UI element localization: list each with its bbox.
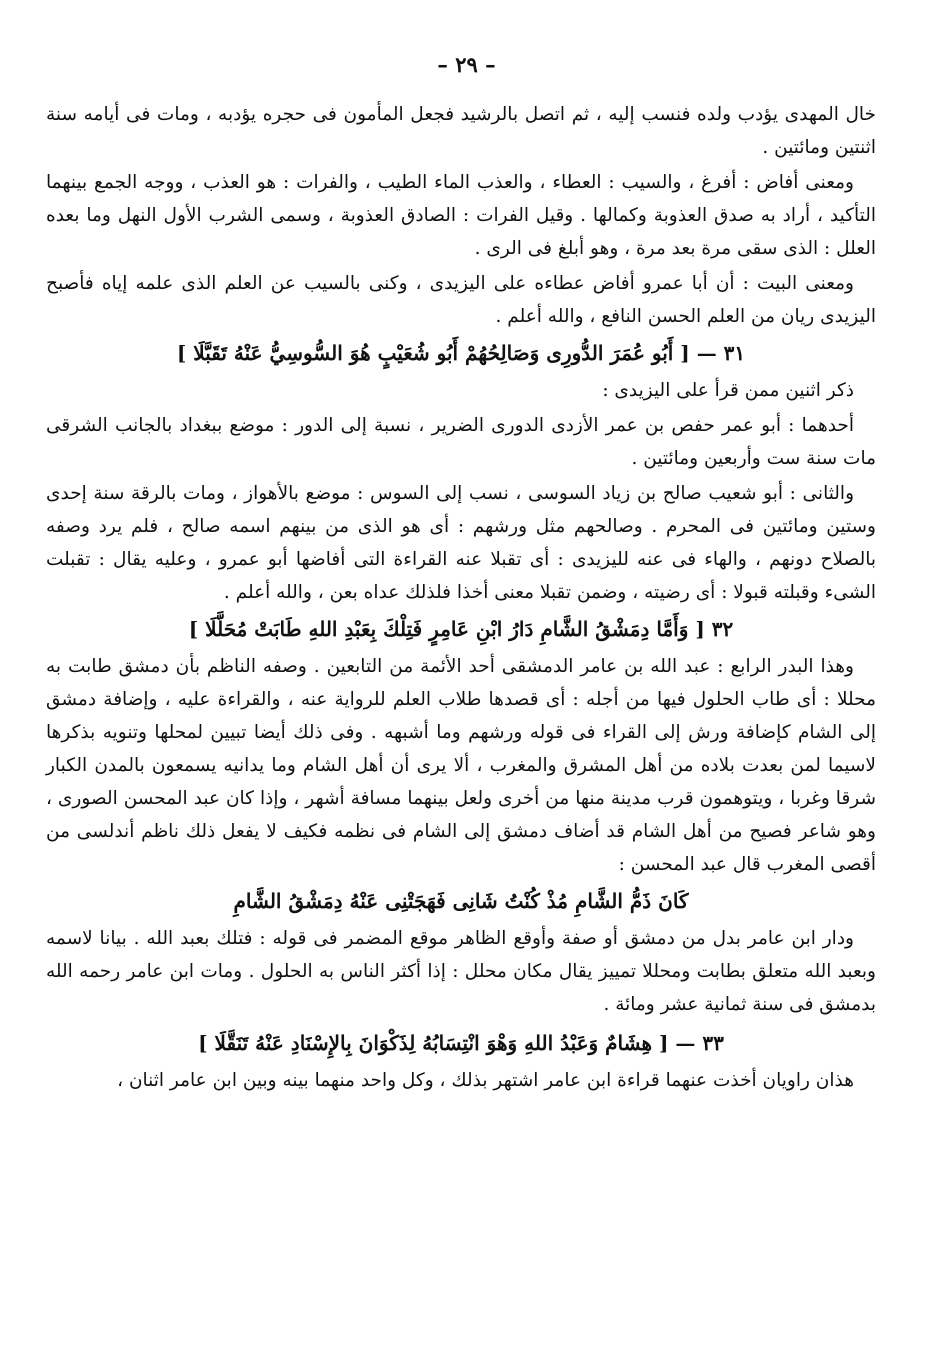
paragraph-3: ومعنى البيت : أن أبا عمرو أفاض عطاءه على اليزيدى ، وكنى بالسيب عن العلم الذى علمه إياه فأصبح اليزيدى ريان من العلم الحسن النافع ، والله أعلم . <box>46 273 876 327</box>
verse-32: ٣٢ [ وَأَمَّا دِمَشْقُ الشَّامِ دَارُ ابْنِ عَامِرٍ فَتِلْكَ بِعَبْدِ اللهِ طَابَتْ مُحَلَّلَا ] <box>188 617 734 641</box>
paragraph-8: ودار ابن عامر بدل من دمشق أو صفة وأوقع الظاهر موقع المضمر فى قوله : فتلك بعبد الله . بيانا لاسمه وبعبد الله متعلق بطابت ومحللا تمييز يقال مكان محلل : إذا أكثر الناس به الحلول . ومات ابن عامر رحمه الله بدمشق فى سنة ثمانية عشر ومائة . <box>46 928 876 1015</box>
paragraph-1: خال المهدى يؤدب ولده فنسب إليه ، ثم اتصل بالرشيد فجعل المأمون فى حجره يؤدبه ، ومات فى أيامه سنة اثنتين ومائتين . <box>46 104 876 158</box>
page-number: – ٢٩ – <box>437 52 496 77</box>
body-text <box>46 98 876 1097</box>
paragraph-2: ومعنى أفاض : أفرغ ، والسيب : العطاء ، والعذب الماء الطيب ، والفرات : هو العذب ، ووجه الجمع بينهما التأكيد ، أراد به صدق العذوبة وكمالها . وقيل الفرات : الصادق العذوبة ، وسمى الشرب الأول النهل وما بعده العلل : الذى سقى مرة بعد مرة ، وهو أبلغ فى الرى . <box>46 172 876 259</box>
paragraph-7: وهذا البدر الرابع : عبد الله بن عامر الدمشقى أحد الأئمة من التابعين . وصفه الناظم بأن دمشق طابت به محللا : أى طاب الحلول فيها من أجله : أى قصدها طلاب العلم للرواية عنه ، والقراءة عليه ، وإضافة دمشق إلى الشام كإضافة ورش إلى القراء فى قوله ورشهم وما أشبهه . وفى ذلك أيضا تبيين لمحلها وتنويه بذكرها لاسيما لمن بعدت بلاده من أهل المشرق والمغرب ، ألا يرى أن أهل الشام وما يدانيه يسمعون بالمدن الكبار شرقا وغربا ، ويتوهمون قرب مدينة منها من أخرى ولعل بينهما مسافة أشهر ، وإذا كان عبد المحسن الصورى ، وهو شاعر فصيح من أهل الشام قد أضاف دمشق إلى الشام فى نظمه فكيف لا يفعل ذلك ناظم أندلسى من أقصى المغرب قال عبد المحسن : <box>46 656 876 875</box>
verse-quote: كَانَ ذَمُّ الشَّامِ مُذْ كُنْتُ شَانِى فَهَجَتْنِى عَنْهُ دِمَشْقُ الشَّامِ <box>233 889 689 913</box>
verse-33: ٣٣ — [ هِشَامٌ وَعَبْدُ اللهِ وَهْوَ انْتِسَابُهُ لِذَكْوَانَ بِالإِسْنَادِ عَنْهُ تَنَقَّلَا ] <box>198 1031 724 1055</box>
paragraph-4: ذكر اثنين ممن قرأ على اليزيدى : <box>602 380 854 401</box>
paragraph-9: هذان راويان أخذت عنهما قراءة ابن عامر اشتهر بذلك ، وكل واحد منهما بينه وبين ابن عامر اثنان ، <box>117 1070 854 1091</box>
paragraph-5: أحدهما : أبو عمر حفص بن عمر الأزدى الدورى الضرير ، نسبة إلى الدور : موضع ببغداد بالجانب الشرقى مات سنة ست وأربعين ومائتين . <box>46 415 876 469</box>
verse-31: ٣١ — [ أَبُو عُمَرَ الدُّورِى وَصَالِحُهُمْ أَبُو شُعَيْبٍ هُوَ السُّوسِيُّ عَنْهُ تَقَبَّلَا ] <box>176 341 746 365</box>
paragraph-6: والثانى : أبو شعيب صالح بن زياد السوسى ، نسب إلى السوس : موضع بالأهواز ، ومات بالرقة سنة إحدى وستين ومائتين فى المحرم . وصالحهم مثل ورشهم : أى هو الذى من بينهم اسمه صالح ، فلم يرد وصفه بالصلاح دونهم ، والهاء فى عنه لليزيدى : أى تقبلا عنه القراءة التى أفاضها أبو عمرو ، وعليه يقال : تقبلت الشىء وقبلته قبولا : أى رضيته ، وضمن تقبلا معنى أخذا فلذلك عداه بعن ، والله أعلم . <box>46 483 876 603</box>
